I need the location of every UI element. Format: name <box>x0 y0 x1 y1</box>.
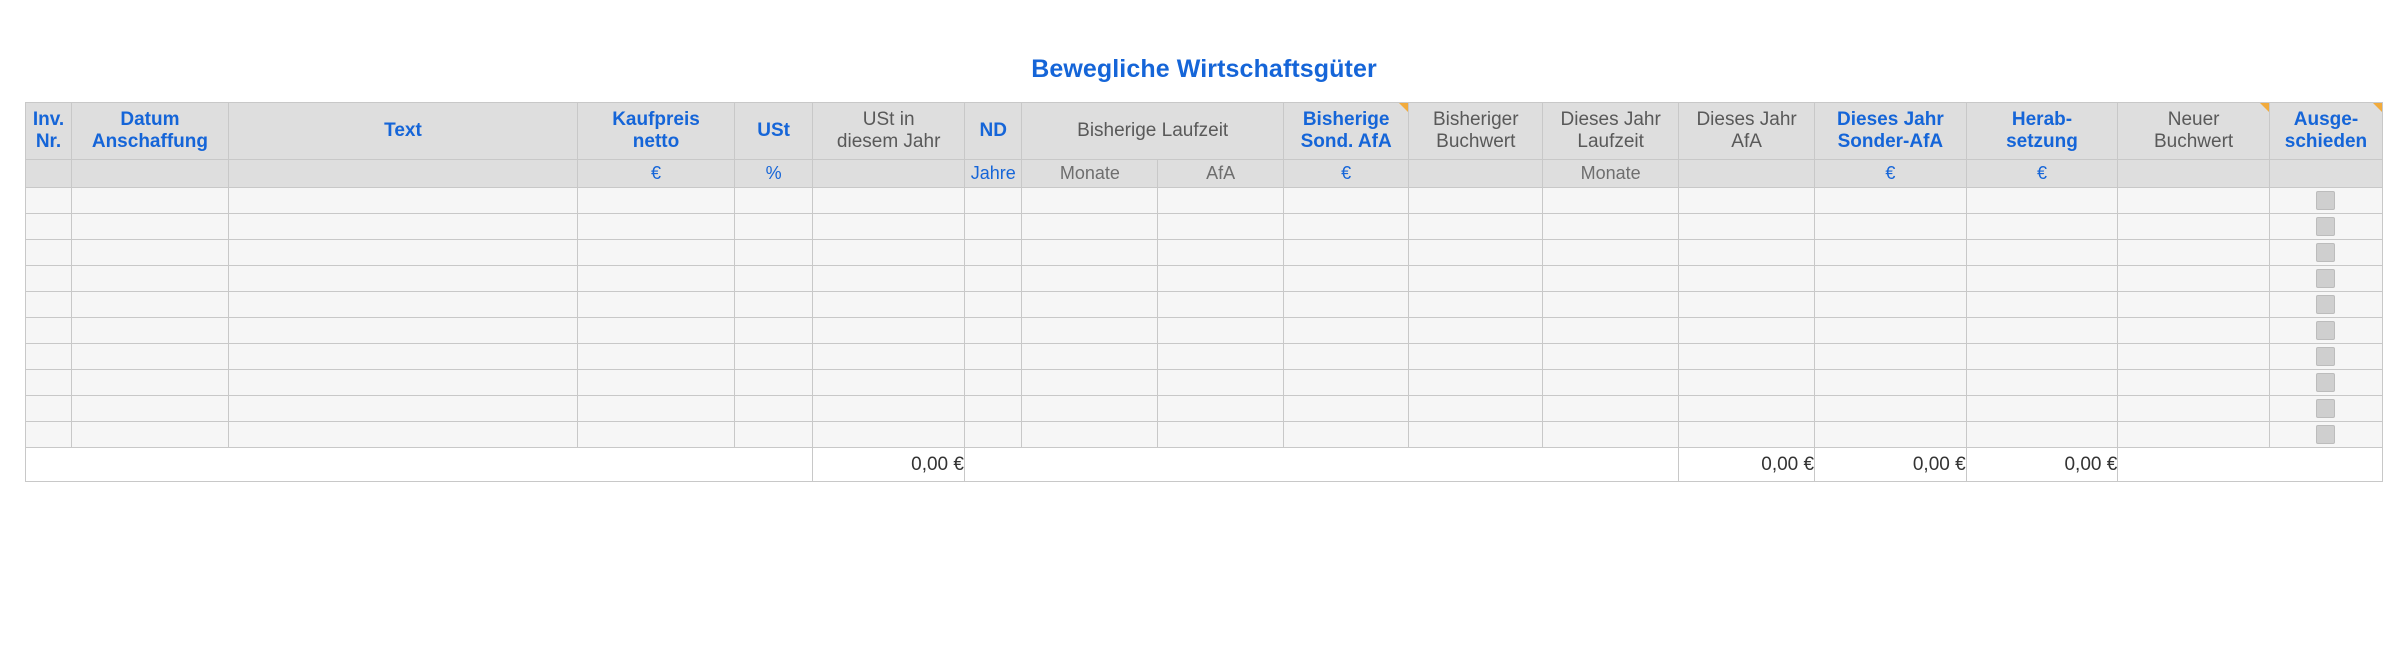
cell-text[interactable] <box>228 214 577 240</box>
cell-ausgeschieden[interactable] <box>2269 292 2382 318</box>
cell-dieses-jahr-afa[interactable] <box>1679 214 1815 240</box>
cell-ausgeschieden[interactable] <box>2269 188 2382 214</box>
cell-ust[interactable] <box>734 396 812 422</box>
unit-neuer-buchwert <box>2118 160 2270 188</box>
cell-kaufpreis-netto[interactable] <box>578 422 735 448</box>
cell-herabsetzung[interactable] <box>1966 292 2118 318</box>
col-header-nd[interactable] <box>964 103 1022 160</box>
unit-bisherige-sond-afa: € <box>1283 160 1408 188</box>
ausgeschieden-checkbox[interactable] <box>2316 269 2335 288</box>
cell-ust-diesem-jahr[interactable] <box>813 396 965 422</box>
cell-ust[interactable] <box>734 188 812 214</box>
cell-neuer-buchwert[interactable] <box>2118 396 2270 422</box>
cell-bisherige-sond-afa[interactable] <box>1283 344 1408 370</box>
cell-ust[interactable] <box>734 292 812 318</box>
unit-dieses-jahr-sonder-afa: € <box>1815 160 1967 188</box>
cell-dieses-jahr-sonder-afa[interactable] <box>1815 396 1967 422</box>
cell-dieses-jahr-laufzeit[interactable] <box>1543 292 1679 318</box>
cell-inv-nr[interactable] <box>26 188 72 214</box>
cell-ust-diesem-jahr[interactable] <box>813 214 965 240</box>
cell-ust-diesem-jahr[interactable] <box>813 292 965 318</box>
ausgeschieden-checkbox[interactable] <box>2316 243 2335 262</box>
cell-nd[interactable] <box>964 344 1022 370</box>
cell-dieses-jahr-afa[interactable] <box>1679 370 1815 396</box>
cell-dieses-jahr-afa[interactable] <box>1679 396 1815 422</box>
cell-dieses-jahr-laufzeit[interactable] <box>1543 214 1679 240</box>
col-header-bisheriger-buchwert-line1: Bisheriger <box>1433 109 1519 131</box>
cell-dieses-jahr-laufzeit[interactable] <box>1543 188 1679 214</box>
cell-nd[interactable] <box>964 240 1022 266</box>
cell-bisherige-laufzeit-afa[interactable] <box>1158 292 1283 318</box>
ausgeschieden-checkbox[interactable] <box>2316 399 2335 418</box>
cell-ust-diesem-jahr[interactable] <box>813 266 965 292</box>
cell-text[interactable] <box>228 266 577 292</box>
cell-bisheriger-buchwert[interactable] <box>1409 292 1543 318</box>
unit-dieses-jahr-laufzeit: Monate <box>1543 160 1679 188</box>
ausgeschieden-checkbox[interactable] <box>2316 295 2335 314</box>
cell-dieses-jahr-laufzeit[interactable] <box>1543 370 1679 396</box>
col-header-text-line1: Text <box>384 120 422 142</box>
cell-datum-anschaffung[interactable] <box>72 422 229 448</box>
col-header-ust-jahr-line1: USt in <box>862 109 915 131</box>
unit-ausgeschieden <box>2269 160 2382 188</box>
cell-bisherige-laufzeit-monate[interactable] <box>1022 240 1158 266</box>
col-header-dieses-jahr-sonder-afa[interactable] <box>1815 103 1967 160</box>
cell-neuer-buchwert[interactable] <box>2118 188 2270 214</box>
cell-ausgeschieden[interactable] <box>2269 344 2382 370</box>
cell-datum-anschaffung[interactable] <box>72 214 229 240</box>
unit-bisherige-laufzeit-monate: Monate <box>1022 160 1158 188</box>
cell-bisherige-laufzeit-afa[interactable] <box>1158 214 1283 240</box>
col-header-ausgeschieden[interactable] <box>2269 103 2382 160</box>
cell-ust-diesem-jahr[interactable] <box>813 370 965 396</box>
cell-bisherige-laufzeit-monate[interactable] <box>1022 214 1158 240</box>
ausgeschieden-checkbox[interactable] <box>2316 217 2335 236</box>
totals-ust-diesem-jahr: 0,00 € <box>813 448 965 482</box>
col-header-datum-line1: Datum <box>120 109 180 131</box>
cell-text[interactable] <box>228 422 577 448</box>
col-header-inv-nr-line1: Inv. <box>32 109 65 131</box>
cell-neuer-buchwert[interactable] <box>2118 370 2270 396</box>
cell-dieses-jahr-sonder-afa[interactable] <box>1815 188 1967 214</box>
table-row[interactable] <box>26 240 2383 266</box>
col-header-dieses-jahr-laufzeit-line1: Dieses Jahr <box>1560 109 1661 131</box>
col-header-dieses-jahr-sonder-afa-line2: Sonder-AfA <box>1837 131 1944 152</box>
cell-text[interactable] <box>228 344 577 370</box>
col-header-kaufpreis-line2: netto <box>632 131 680 152</box>
totals-dieses-jahr-afa: 0,00 € <box>1679 448 1815 482</box>
unit-dieses-jahr-afa <box>1679 160 1815 188</box>
col-header-bisherige-sond-afa-line1: Bisherige <box>1302 109 1390 131</box>
cell-text[interactable] <box>228 370 577 396</box>
col-header-kaufpreis-netto[interactable] <box>578 103 735 160</box>
cell-inv-nr[interactable] <box>26 422 72 448</box>
cell-dieses-jahr-sonder-afa[interactable] <box>1815 266 1967 292</box>
cell-bisherige-sond-afa[interactable] <box>1283 214 1408 240</box>
cell-herabsetzung[interactable] <box>1966 318 2118 344</box>
col-header-text[interactable] <box>228 103 577 160</box>
table-row[interactable] <box>26 266 2383 292</box>
col-header-herabsetzung-line2: setzung <box>2006 131 2078 152</box>
cell-ust-diesem-jahr[interactable] <box>813 422 965 448</box>
cell-datum-anschaffung[interactable] <box>72 318 229 344</box>
cell-bisherige-laufzeit-afa[interactable] <box>1158 318 1283 344</box>
cell-bisherige-sond-afa[interactable] <box>1283 292 1408 318</box>
cell-herabsetzung[interactable] <box>1966 188 2118 214</box>
cell-ausgeschieden[interactable] <box>2269 318 2382 344</box>
cell-dieses-jahr-laufzeit[interactable] <box>1543 240 1679 266</box>
header-row-units <box>26 160 2383 188</box>
cell-bisheriger-buchwert[interactable] <box>1409 266 1543 292</box>
col-header-bisheriger-buchwert-line2: Buchwert <box>1436 131 1516 152</box>
cell-bisherige-laufzeit-monate[interactable] <box>1022 396 1158 422</box>
header-row-labels <box>26 103 2383 160</box>
cell-kaufpreis-netto[interactable] <box>578 396 735 422</box>
cell-bisherige-laufzeit-afa[interactable] <box>1158 422 1283 448</box>
table-row[interactable] <box>26 318 2383 344</box>
col-header-dieses-jahr-laufzeit[interactable] <box>1543 103 1679 160</box>
cell-text[interactable] <box>228 188 577 214</box>
table-header <box>26 103 2383 188</box>
unit-ust: % <box>734 160 812 188</box>
col-header-ust[interactable] <box>734 103 812 160</box>
cell-dieses-jahr-afa[interactable] <box>1679 422 1815 448</box>
cell-dieses-jahr-afa[interactable] <box>1679 240 1815 266</box>
cell-bisherige-laufzeit-monate[interactable] <box>1022 318 1158 344</box>
col-header-nd-line1: ND <box>979 120 1007 142</box>
col-header-ust-diesem-jahr[interactable] <box>813 103 965 160</box>
unit-datum-anschaffung <box>72 160 229 188</box>
cell-herabsetzung[interactable] <box>1966 214 2118 240</box>
cell-dieses-jahr-sonder-afa[interactable] <box>1815 240 1967 266</box>
cell-bisherige-laufzeit-monate[interactable] <box>1022 422 1158 448</box>
cell-ust[interactable] <box>734 214 812 240</box>
cell-bisherige-sond-afa[interactable] <box>1283 370 1408 396</box>
cell-datum-anschaffung[interactable] <box>72 370 229 396</box>
table-row[interactable] <box>26 292 2383 318</box>
unit-bisherige-laufzeit-afa: AfA <box>1158 160 1283 188</box>
col-header-bisheriger-buchwert[interactable] <box>1409 103 1543 160</box>
col-header-neuer-buchwert-line2: Buchwert <box>2154 131 2234 152</box>
table-row[interactable] <box>26 344 2383 370</box>
cell-ausgeschieden[interactable] <box>2269 396 2382 422</box>
totals-row <box>26 448 2383 482</box>
cell-inv-nr[interactable] <box>26 370 72 396</box>
cell-bisherige-laufzeit-afa[interactable] <box>1158 266 1283 292</box>
cell-datum-anschaffung[interactable] <box>72 266 229 292</box>
depreciation-table <box>25 102 2383 482</box>
cell-dieses-jahr-afa[interactable] <box>1679 188 1815 214</box>
table-row[interactable] <box>26 214 2383 240</box>
col-header-bisherige-sond-afa-line2: Sond. AfA <box>1300 131 1392 152</box>
cell-dieses-jahr-sonder-afa[interactable] <box>1815 370 1967 396</box>
cell-nd[interactable] <box>964 266 1022 292</box>
cell-nd[interactable] <box>964 396 1022 422</box>
cell-bisheriger-buchwert[interactable] <box>1409 422 1543 448</box>
cell-neuer-buchwert[interactable] <box>2118 422 2270 448</box>
cell-herabsetzung[interactable] <box>1966 396 2118 422</box>
ausgeschieden-checkbox[interactable] <box>2316 425 2335 444</box>
col-header-ust-jahr-line2: diesem Jahr <box>836 131 941 152</box>
cell-kaufpreis-netto[interactable] <box>578 188 735 214</box>
cell-ust[interactable] <box>734 240 812 266</box>
cell-bisherige-laufzeit-monate[interactable] <box>1022 292 1158 318</box>
col-header-neuer-buchwert-line1: Neuer <box>2167 109 2220 131</box>
table-body <box>26 188 2383 448</box>
cell-bisherige-laufzeit-monate[interactable] <box>1022 266 1158 292</box>
cell-dieses-jahr-sonder-afa[interactable] <box>1815 422 1967 448</box>
cell-inv-nr[interactable] <box>26 344 72 370</box>
ausgeschieden-checkbox[interactable] <box>2316 191 2335 210</box>
cell-nd[interactable] <box>964 422 1022 448</box>
col-header-dieses-jahr-afa-line2: AfA <box>1731 131 1762 152</box>
col-header-herabsetzung-line1: Herab- <box>2011 109 2073 131</box>
cell-inv-nr[interactable] <box>26 396 72 422</box>
cell-text[interactable] <box>228 396 577 422</box>
cell-text[interactable] <box>228 292 577 318</box>
cell-bisherige-laufzeit-afa[interactable] <box>1158 344 1283 370</box>
col-header-inv-nr-line2: Nr. <box>35 131 62 152</box>
col-header-inv-nr[interactable] <box>26 103 72 160</box>
cell-neuer-buchwert[interactable] <box>2118 318 2270 344</box>
cell-datum-anschaffung[interactable] <box>72 188 229 214</box>
cell-inv-nr[interactable] <box>26 240 72 266</box>
col-header-dieses-jahr-laufzeit-line2: Laufzeit <box>1577 131 1644 152</box>
cell-bisherige-laufzeit-afa[interactable] <box>1158 370 1283 396</box>
cell-herabsetzung[interactable] <box>1966 344 2118 370</box>
cell-herabsetzung[interactable] <box>1966 266 2118 292</box>
cell-ust-diesem-jahr[interactable] <box>813 318 965 344</box>
cell-kaufpreis-netto[interactable] <box>578 266 735 292</box>
totals-empty-left <box>26 448 813 482</box>
cell-inv-nr[interactable] <box>26 214 72 240</box>
ausgeschieden-checkbox[interactable] <box>2316 321 2335 340</box>
cell-datum-anschaffung[interactable] <box>72 292 229 318</box>
cell-kaufpreis-netto[interactable] <box>578 214 735 240</box>
cell-bisherige-laufzeit-monate[interactable] <box>1022 188 1158 214</box>
cell-dieses-jahr-laufzeit[interactable] <box>1543 318 1679 344</box>
cell-neuer-buchwert[interactable] <box>2118 292 2270 318</box>
col-header-ausgeschieden-line1: Ausge- <box>2293 109 2359 131</box>
depreciation-table-wrapper <box>25 102 2383 482</box>
cell-herabsetzung[interactable] <box>1966 240 2118 266</box>
cell-dieses-jahr-laufzeit[interactable] <box>1543 344 1679 370</box>
cell-bisherige-laufzeit-afa[interactable] <box>1158 188 1283 214</box>
cell-neuer-buchwert[interactable] <box>2118 266 2270 292</box>
table-row[interactable] <box>26 370 2383 396</box>
ausgeschieden-checkbox[interactable] <box>2316 373 2335 392</box>
cell-kaufpreis-netto[interactable] <box>578 240 735 266</box>
unit-text <box>228 160 577 188</box>
cell-dieses-jahr-sonder-afa[interactable] <box>1815 318 1967 344</box>
col-header-kaufpreis-line1: Kaufpreis <box>612 109 700 131</box>
cell-ust[interactable] <box>734 266 812 292</box>
cell-ust-diesem-jahr[interactable] <box>813 344 965 370</box>
cell-dieses-jahr-afa[interactable] <box>1679 318 1815 344</box>
cell-bisherige-sond-afa[interactable] <box>1283 240 1408 266</box>
cell-kaufpreis-netto[interactable] <box>578 344 735 370</box>
cell-bisherige-laufzeit-afa[interactable] <box>1158 240 1283 266</box>
cell-bisherige-laufzeit-monate[interactable] <box>1022 344 1158 370</box>
cell-dieses-jahr-sonder-afa[interactable] <box>1815 344 1967 370</box>
totals-dieses-jahr-sonder-afa: 0,00 € <box>1815 448 1967 482</box>
cell-neuer-buchwert[interactable] <box>2118 240 2270 266</box>
cell-inv-nr[interactable] <box>26 318 72 344</box>
cell-ust[interactable] <box>734 344 812 370</box>
cell-bisheriger-buchwert[interactable] <box>1409 370 1543 396</box>
cell-datum-anschaffung[interactable] <box>72 344 229 370</box>
unit-ust-diesem-jahr <box>813 160 965 188</box>
cell-herabsetzung[interactable] <box>1966 370 2118 396</box>
cell-ausgeschieden[interactable] <box>2269 240 2382 266</box>
cell-ausgeschieden[interactable] <box>2269 214 2382 240</box>
col-header-neuer-buchwert[interactable] <box>2118 103 2270 160</box>
cell-bisherige-laufzeit-afa[interactable] <box>1158 396 1283 422</box>
cell-bisheriger-buchwert[interactable] <box>1409 344 1543 370</box>
cell-bisherige-laufzeit-monate[interactable] <box>1022 370 1158 396</box>
cell-neuer-buchwert[interactable] <box>2118 214 2270 240</box>
cell-ausgeschieden[interactable] <box>2269 422 2382 448</box>
col-header-bisherige-laufzeit-line1: Bisherige Laufzeit <box>1077 120 1229 142</box>
table-row[interactable] <box>26 396 2383 422</box>
cell-kaufpreis-netto[interactable] <box>578 292 735 318</box>
cell-bisheriger-buchwert[interactable] <box>1409 214 1543 240</box>
totals-empty-middle <box>964 448 1678 482</box>
ausgeschieden-checkbox[interactable] <box>2316 347 2335 366</box>
totals-herabsetzung: 0,00 € <box>1966 448 2118 482</box>
unit-herabsetzung: € <box>1966 160 2118 188</box>
cell-datum-anschaffung[interactable] <box>72 240 229 266</box>
table-footer-totals <box>26 448 2383 482</box>
cell-dieses-jahr-afa[interactable] <box>1679 266 1815 292</box>
cell-bisherige-sond-afa[interactable] <box>1283 422 1408 448</box>
cell-bisheriger-buchwert[interactable] <box>1409 240 1543 266</box>
unit-kaufpreis-netto: € <box>578 160 735 188</box>
col-header-datum-anschaffung[interactable] <box>72 103 229 160</box>
cell-inv-nr[interactable] <box>26 292 72 318</box>
cell-bisherige-sond-afa[interactable] <box>1283 188 1408 214</box>
unit-bisheriger-buchwert <box>1409 160 1543 188</box>
page-title: Bewegliche Wirtschaftsgüter <box>1031 55 1377 83</box>
col-header-ausgeschieden-line2: schieden <box>2284 131 2368 152</box>
col-header-bisherige-laufzeit[interactable] <box>1022 103 1283 160</box>
cell-ust-diesem-jahr[interactable] <box>813 240 965 266</box>
cell-nd[interactable] <box>964 214 1022 240</box>
table-row[interactable] <box>26 188 2383 214</box>
cell-inv-nr[interactable] <box>26 266 72 292</box>
cell-text[interactable] <box>228 318 577 344</box>
cell-bisherige-sond-afa[interactable] <box>1283 266 1408 292</box>
cell-nd[interactable] <box>964 188 1022 214</box>
cell-bisherige-sond-afa[interactable] <box>1283 318 1408 344</box>
cell-herabsetzung[interactable] <box>1966 422 2118 448</box>
table-row[interactable] <box>26 422 2383 448</box>
cell-nd[interactable] <box>964 318 1022 344</box>
col-header-bisherige-sond-afa[interactable] <box>1283 103 1408 160</box>
cell-ust[interactable] <box>734 318 812 344</box>
cell-neuer-buchwert[interactable] <box>2118 344 2270 370</box>
cell-dieses-jahr-sonder-afa[interactable] <box>1815 292 1967 318</box>
cell-bisherige-sond-afa[interactable] <box>1283 396 1408 422</box>
cell-nd[interactable] <box>964 292 1022 318</box>
cell-dieses-jahr-laufzeit[interactable] <box>1543 422 1679 448</box>
cell-ust[interactable] <box>734 370 812 396</box>
cell-ust-diesem-jahr[interactable] <box>813 188 965 214</box>
cell-ausgeschieden[interactable] <box>2269 370 2382 396</box>
cell-dieses-jahr-afa[interactable] <box>1679 292 1815 318</box>
col-header-dieses-jahr-sonder-afa-line1: Dieses Jahr <box>1837 109 1944 131</box>
cell-bisheriger-buchwert[interactable] <box>1409 188 1543 214</box>
cell-dieses-jahr-laufzeit[interactable] <box>1543 266 1679 292</box>
cell-bisheriger-buchwert[interactable] <box>1409 318 1543 344</box>
col-header-datum-line2: Anschaffung <box>91 131 208 152</box>
totals-empty-right <box>2118 448 2383 482</box>
unit-nd: Jahre <box>964 160 1022 188</box>
col-header-dieses-jahr-afa[interactable] <box>1679 103 1815 160</box>
cell-dieses-jahr-afa[interactable] <box>1679 344 1815 370</box>
cell-text[interactable] <box>228 240 577 266</box>
cell-kaufpreis-netto[interactable] <box>578 318 735 344</box>
cell-datum-anschaffung[interactable] <box>72 396 229 422</box>
cell-bisheriger-buchwert[interactable] <box>1409 396 1543 422</box>
cell-nd[interactable] <box>964 370 1022 396</box>
unit-inv-nr <box>26 160 72 188</box>
cell-ust[interactable] <box>734 422 812 448</box>
cell-ausgeschieden[interactable] <box>2269 266 2382 292</box>
col-header-ust-line1: USt <box>757 120 791 142</box>
cell-dieses-jahr-laufzeit[interactable] <box>1543 396 1679 422</box>
cell-kaufpreis-netto[interactable] <box>578 370 735 396</box>
col-header-dieses-jahr-afa-line1: Dieses Jahr <box>1696 109 1797 131</box>
col-header-herabsetzung[interactable] <box>1966 103 2118 160</box>
cell-dieses-jahr-sonder-afa[interactable] <box>1815 214 1967 240</box>
